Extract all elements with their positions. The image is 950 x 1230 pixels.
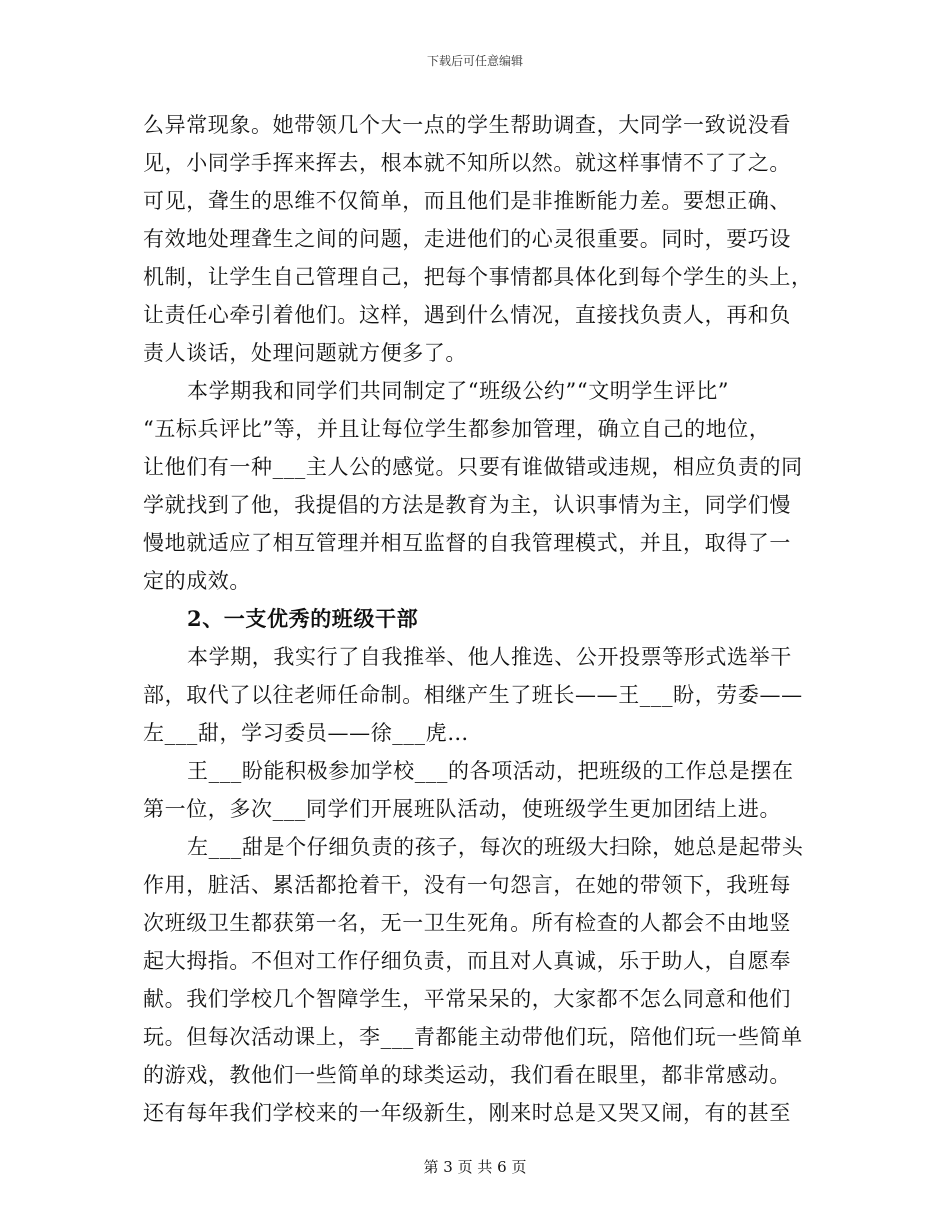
text-line: 的游戏，教他们一些简单的球类运动，我们看在眼里，都非常感动。 — [143, 1063, 791, 1087]
text-line: 机制，让学生自己管理自己，把每个事情都具体化到每个学生的头上， — [143, 265, 813, 289]
text-line: 见，小同学手挥来挥去，根本就不知所以然。就这样事情不了了之。 — [143, 151, 791, 175]
text-line: 起大拇指。不但对工作仔细负责，而且对人真诚，乐于助人，自愿奉 — [143, 949, 791, 973]
text-line: 学就找到了他，我提倡的方法是教育为主，认识事情为主，同学们慢 — [143, 493, 791, 517]
text-line: 次班级卫生都获第一名，无一卫生死角。所有检查的人都会不由地竖 — [143, 911, 791, 935]
page-number: 第 3 页 共 6 页 — [423, 1158, 527, 1176]
text-line: 让责任心牵引着他们。这样，遇到什么情况，直接找负责人，再和负 — [143, 303, 791, 327]
paragraph-start-line: 左___甜是个仔细负责的孩子，每次的班级大扫除，她总是起带头 — [187, 835, 804, 859]
paragraph-start-line: 本学期，我实行了自我推举、他人推选、公开投票等形式选举干 — [187, 645, 792, 669]
text-line: 责人谈话，处理问题就方便多了。 — [143, 341, 467, 365]
section-heading: 2、一支优秀的班级干部 — [187, 606, 419, 631]
text-line: 慢地就适应了相互管理并相互监督的自我管理模式，并且，取得了一 — [143, 531, 791, 555]
document-body — [143, 106, 815, 1132]
text-line: 献。我们学校几个智障学生，平常呆呆的，大家都不怎么同意和他们 — [143, 987, 791, 1011]
text-line: 定的成效。 — [143, 569, 251, 593]
text-line: 玩。但每次活动课上，李___青都能主动带他们玩，陪他们玩一些简单 — [143, 1025, 803, 1049]
text-line: 让他们有一种___主人公的感觉。只要有谁做错或违规，相应负责的同 — [143, 455, 803, 479]
text-line: 左___甜，学习委员——徐___虎… — [143, 721, 469, 745]
text-line: “五标兵评比”等，并且让每位学生都参加管理，确立自己的地位， — [143, 417, 771, 441]
text-line: 还有每年我们学校来的一年级新生，刚来时总是又哭又闹，有的甚至 — [143, 1101, 791, 1125]
paragraph-start-line: 王___盼能积极参加学校___的各项活动，把班级的工作总是摆在 — [187, 759, 794, 783]
text-line: 第一位，多次___同学们开展班队活动，使班级学生更加团结上进。 — [143, 797, 782, 821]
page-header: 下载后可任意编辑 — [426, 54, 523, 68]
paragraph-start-line: 本学期我和同学们共同制定了“班级公约”“文明学生评比” — [187, 379, 730, 403]
text-line: 有效地处理聋生之间的问题，走进他们的心灵很重要。同时，要巧设 — [143, 227, 791, 251]
text-line: 可见，聋生的思维不仅简单，而且他们是非推断能力差。要想正确、 — [143, 189, 791, 213]
text-line: 作用，脏活、累活都抢着干，没有一句怨言，在她的带领下，我班每 — [143, 873, 791, 897]
text-line: 部，取代了以往老师任命制。相继产生了班长——王___盼，劳委—— — [143, 683, 803, 707]
text-line: 么异常现象。她带领几个大一点的学生帮助调查，大同学一致说没看 — [143, 113, 791, 137]
